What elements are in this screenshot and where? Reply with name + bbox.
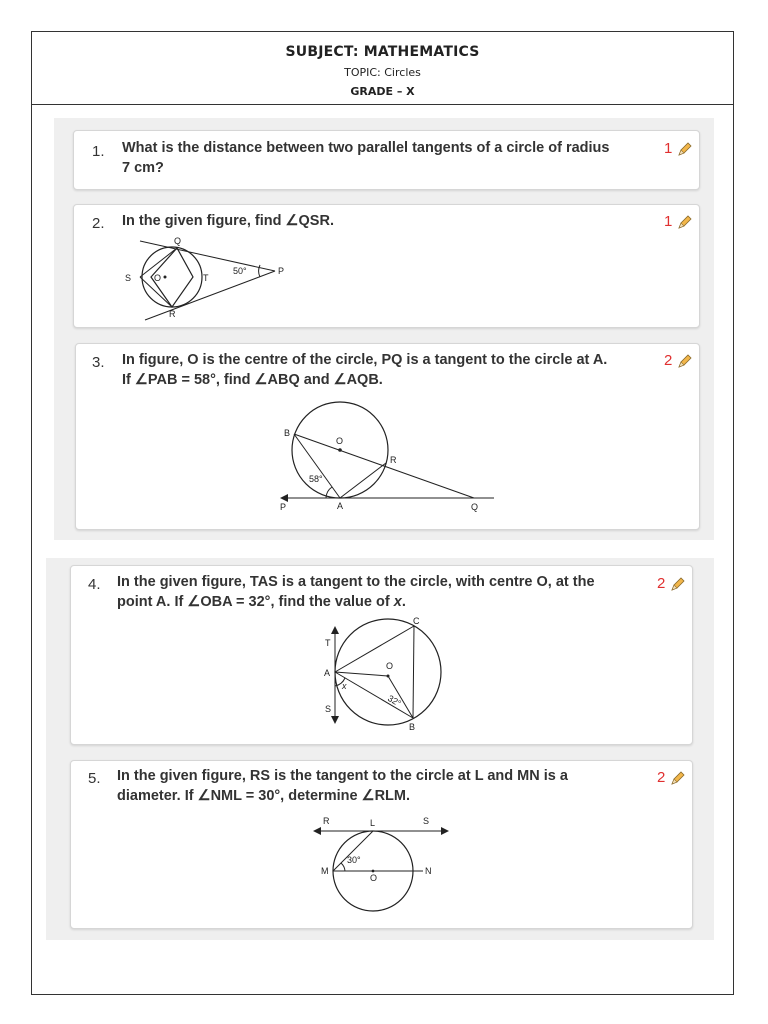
question-number: 2. [92,215,105,232]
question-card-2 [73,204,700,328]
label-t: T [203,273,209,283]
question-card-3 [75,343,700,530]
label-p: P [278,266,285,276]
label-b: B [409,722,416,732]
question-text [117,572,677,612]
label-q: Q [174,236,182,246]
figure-q3 [276,402,506,512]
secant-bq [294,434,474,498]
centre-point [372,870,375,873]
label-angle: 50° [233,266,247,276]
label-s: S [423,816,430,826]
question-text-line: If ∠PAB = 58°, find ∠ABQ and ∠AQB. [122,372,383,388]
question-text-line: In figure, O is the centre of the circle, PQ is a tangent to the circle at A. [122,352,608,368]
label-o: O [370,873,378,883]
chord-ab [335,672,413,718]
arrow-p [280,494,288,502]
circle [335,619,441,725]
question-text [122,211,662,231]
variable-x: x [393,594,402,610]
subject-title: SUBJECT: MATHEMATICS [285,44,480,60]
label-r: R [390,455,397,465]
grade-subtitle: GRADE – X [350,85,415,98]
question-number: 3. [92,354,105,371]
marks-value: 1 [664,213,673,230]
question-text-line: In the given figure, find ∠QSR. [122,213,334,229]
label-o: O [386,661,394,671]
label-n: N [425,866,432,876]
question-text-fragment: point A. If ∠OBA = 32°, find the value of [117,594,394,610]
question-text-fragment: . [401,594,406,610]
label-x: x [342,681,347,691]
figure-q2 [120,235,300,325]
figure-q4 [321,616,461,742]
label-l: L [370,818,376,828]
figure-q5 [313,813,463,923]
centre-point [387,675,390,678]
question-text [122,138,662,178]
question-text-line-2 [117,592,677,612]
page-header [31,44,734,98]
label-r: R [169,309,176,319]
arrow-t [331,626,339,634]
pencil-icon [670,770,686,786]
question-text-line: diameter. If ∠NML = 30°, determine ∠RLM. [117,788,411,804]
arrow-r [313,827,321,835]
centre-point [164,276,167,279]
question-text [117,766,677,806]
arrow-s [441,827,449,835]
question-text-line: What is the distance between two parallel tangents of a circle of radius [122,140,610,156]
pencil-icon [677,214,693,230]
label-b: B [284,428,291,438]
label-angle: 32° [386,693,403,709]
marks-value: 2 [657,575,666,592]
question-text-line: In the given figure, RS is the tangent to the circle at L and MN is a [117,768,568,784]
pencil-icon [670,576,686,592]
question-number: 4. [88,576,101,593]
question-card-1 [73,130,700,190]
label-o: O [336,436,344,446]
label-o: O [154,273,162,283]
marks-value: 2 [657,769,666,786]
label-angle: 30° [347,855,361,865]
diameter-ab [294,434,340,498]
label-a: A [324,668,331,678]
label-a: A [337,501,344,511]
question-card-4 [70,565,693,745]
question-text-line: In the given figure, TAS is a tangent to the circle, with centre O, at the [117,574,595,590]
label-p: P [280,502,287,512]
label-c: C [413,616,420,626]
pencil-icon [677,353,693,369]
label-q: Q [471,502,479,512]
question-number: 5. [88,770,101,787]
label-m: M [321,866,329,876]
marks-value: 2 [664,352,673,369]
question-text-line: 7 cm? [122,160,164,176]
centre-point [338,448,342,452]
angle-arc [259,265,260,277]
label-s: S [125,273,132,283]
chord-ac [335,626,414,672]
question-card-5 [70,760,693,929]
label-r: R [323,816,330,826]
header-divider [31,104,734,105]
pencil-icon [677,141,693,157]
label-t: T [325,638,331,648]
marks-value: 1 [664,140,673,157]
segment-ao [335,672,388,676]
angle-arc [341,863,345,871]
label-angle: 58° [309,474,323,484]
question-text [122,350,682,390]
topic-subtitle: TOPIC: Circles [344,66,421,79]
chord-cb [413,626,414,718]
arrow-s [331,716,339,724]
label-s: S [325,704,332,714]
question-number: 1. [92,143,105,160]
